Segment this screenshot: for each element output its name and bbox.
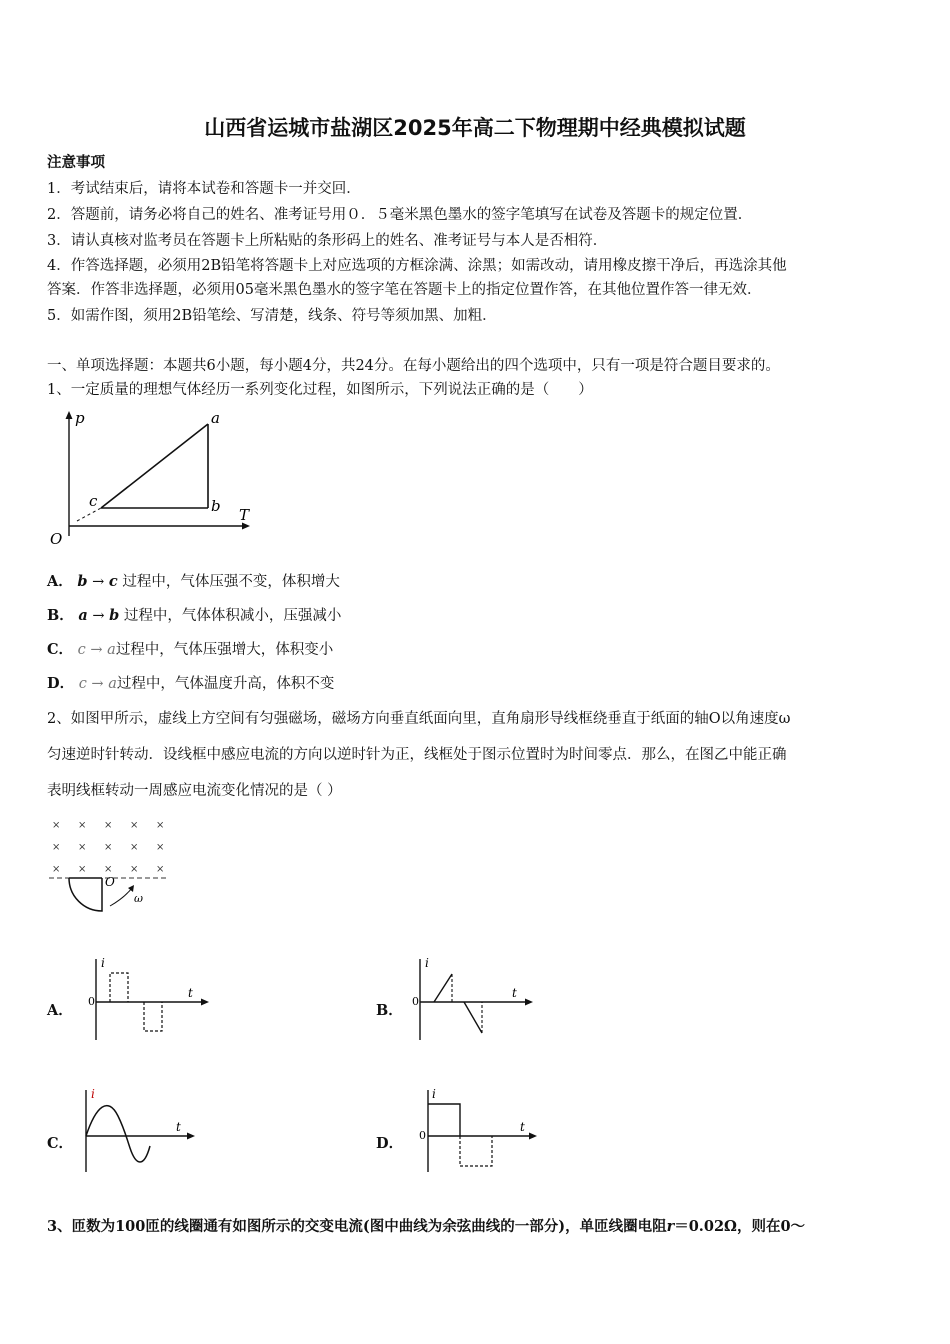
sine-curve xyxy=(86,1106,150,1162)
i-label: i xyxy=(91,1087,95,1101)
magnetic-field-cross-icons xyxy=(52,820,164,875)
t-label: t xyxy=(176,1120,181,1134)
svg-text:×: × xyxy=(130,864,139,875)
q3-stem-text: 3、匝数为100匝的线圈通有如图所示的交变电流(图中曲线为余弦曲线的一部分)，单匝线圈电阻 xyxy=(47,1218,667,1235)
arrow-icon: → xyxy=(92,608,105,624)
option-letter: B． xyxy=(47,607,74,624)
svg-text:×: × xyxy=(78,842,87,853)
point-b-label: b xyxy=(211,497,221,515)
t-axis-arrow xyxy=(525,999,533,1006)
negative-pulse xyxy=(144,1002,162,1031)
t-label: t xyxy=(520,1120,525,1134)
zero-label: 0 xyxy=(412,995,419,1008)
q1-option-a[interactable] xyxy=(47,570,340,591)
option-letter: D． xyxy=(47,675,75,692)
p-label: p xyxy=(75,409,85,427)
q2-stem-line-2: 匀速逆时针转动．设线框中感应电流的方向以逆时针为正，线框处于图示位置时为时间零点．那么，在图乙中能正确 xyxy=(47,747,787,763)
q2-stem-line-1: 2、如图甲所示，虚线上方空间有匀强磁场，磁场方向垂直纸面向里，直角扇形导线框绕垂直于纸面的轴O以角速度ω xyxy=(47,711,791,727)
axis-o-label: O xyxy=(105,875,115,889)
t-label: t xyxy=(512,986,517,1000)
falling-ramp xyxy=(464,1002,482,1033)
zero-label: 0 xyxy=(88,995,95,1008)
svg-text:×: × xyxy=(156,842,165,853)
q1-stem: 1、一定质量的理想气体经历一系列变化过程，如图所示，下列说法正确的是（ ） xyxy=(47,382,593,398)
notice-item-5: 5．如需作图，须用2B铅笔绘、写清楚，线条、符号等须加黑、加粗． xyxy=(47,308,497,324)
state-to: a xyxy=(107,642,116,658)
r-symbol: r xyxy=(666,1218,675,1235)
q1-option-c[interactable] xyxy=(47,638,333,659)
arrow-icon: → xyxy=(90,642,103,658)
point-c-label: c xyxy=(89,492,98,510)
state-to: a xyxy=(108,676,117,692)
svg-text:×: × xyxy=(52,864,61,875)
rotation-arrow-icon xyxy=(110,888,132,906)
notice-item-4: 4．作答选择题，必须用2B铅笔将答题卡上对应选项的方框涂满、涂黑；如需改动，请用橡皮擦干净后，再选涂其他 xyxy=(47,258,787,274)
line-ca xyxy=(101,424,208,508)
p-axis-arrow xyxy=(66,411,73,419)
state-from: b xyxy=(77,573,88,590)
positive-step xyxy=(428,1104,460,1136)
sector-frame xyxy=(69,878,102,911)
notice-item-2: 2．答题前，请务必将自己的姓名、准考证号用０．５毫米黑色墨水的签字笔填写在试卷及答题卡的规定位置． xyxy=(47,207,753,223)
option-text: 过程中，气体温度升高，体积不变 xyxy=(116,676,335,692)
state-from: c xyxy=(77,642,86,658)
svg-text:×: × xyxy=(104,820,113,831)
arrow-icon: → xyxy=(92,574,105,590)
point-a-label: a xyxy=(211,409,220,427)
svg-text:×: × xyxy=(52,842,61,853)
i-label: i xyxy=(101,956,105,970)
svg-text:×: × xyxy=(104,842,113,853)
zero-label: 0 xyxy=(419,1129,426,1142)
r-value: ＝0.02Ω，则在0～ xyxy=(674,1218,806,1235)
svg-text:×: × xyxy=(130,842,139,853)
q2-stem-line-3: 表明线框转动一周感应电流变化情况的是（ ） xyxy=(47,783,342,799)
option-text: 过程中，气体体积减小，压强减小 xyxy=(123,608,342,624)
q1-pt-graph xyxy=(44,408,259,553)
q2-field-figure xyxy=(44,816,184,916)
option-text: 过程中，气体压强增大，体积变小 xyxy=(115,642,334,658)
svg-text:×: × xyxy=(78,820,87,831)
t-label: T xyxy=(239,506,250,524)
t-axis-arrow xyxy=(529,1133,537,1140)
q2-option-b-letter[interactable]: B． xyxy=(376,1002,403,1019)
t-axis-arrow xyxy=(201,999,209,1006)
svg-text:×: × xyxy=(156,864,165,875)
q2-option-b-graph[interactable] xyxy=(412,955,537,1045)
q2-option-c-graph[interactable] xyxy=(78,1086,203,1176)
notice-item-3: 3．请认真核对监考员在答题卡上所粘贴的条形码上的姓名、准考证号与本人是否相符． xyxy=(47,233,608,249)
state-from: c xyxy=(78,676,87,692)
q2-option-a-graph[interactable] xyxy=(88,955,213,1045)
svg-text:×: × xyxy=(52,820,61,831)
notice-item-4-cont: 答案．作答非选择题，必须用05毫米黑色墨水的签字笔在答题卡上的指定位置作答，在其他位置作答一律无效． xyxy=(47,282,762,298)
t-label: t xyxy=(188,986,193,1000)
q3-stem xyxy=(47,1215,805,1236)
origin-label: O xyxy=(50,530,63,548)
svg-text:×: × xyxy=(130,820,139,831)
positive-pulse xyxy=(110,973,128,1002)
i-label: i xyxy=(432,1087,436,1101)
q2-option-c-letter[interactable]: C． xyxy=(47,1135,74,1152)
negative-step xyxy=(460,1136,492,1166)
rising-ramp xyxy=(434,974,452,1002)
t-axis-arrow xyxy=(187,1133,195,1140)
i-label: i xyxy=(425,956,429,970)
q2-option-a-letter[interactable]: A． xyxy=(47,1002,73,1019)
option-letter: A． xyxy=(47,573,73,590)
omega-label: ω xyxy=(134,892,143,905)
q2-option-d-letter[interactable]: D． xyxy=(376,1135,404,1152)
state-from: a xyxy=(78,607,88,624)
option-text: 过程中，气体压强不变，体积增大 xyxy=(122,574,340,590)
notice-item-1: 1．考试结束后，请将本试卷和答题卡一并交回． xyxy=(47,181,361,197)
svg-text:×: × xyxy=(78,864,87,875)
section-heading: 一、单项选择题：本题共6小题，每小题4分，共24分。在每小题给出的四个选项中，只有一项是符合题目要求的。 xyxy=(47,358,780,374)
svg-text:×: × xyxy=(104,864,113,875)
notice-heading: 注意事项 xyxy=(47,154,105,171)
svg-text:×: × xyxy=(156,820,165,831)
state-to: c xyxy=(108,573,118,590)
option-letter: C． xyxy=(47,641,74,658)
arrow-icon: → xyxy=(91,676,104,692)
q1-option-d[interactable] xyxy=(47,672,334,693)
q2-option-d-graph[interactable] xyxy=(414,1086,544,1176)
q1-option-b[interactable] xyxy=(47,604,341,625)
page-title: 山西省运城市盐湖区2025年高二下物理期中经典模拟试题 xyxy=(204,116,746,140)
state-to: b xyxy=(109,607,120,624)
